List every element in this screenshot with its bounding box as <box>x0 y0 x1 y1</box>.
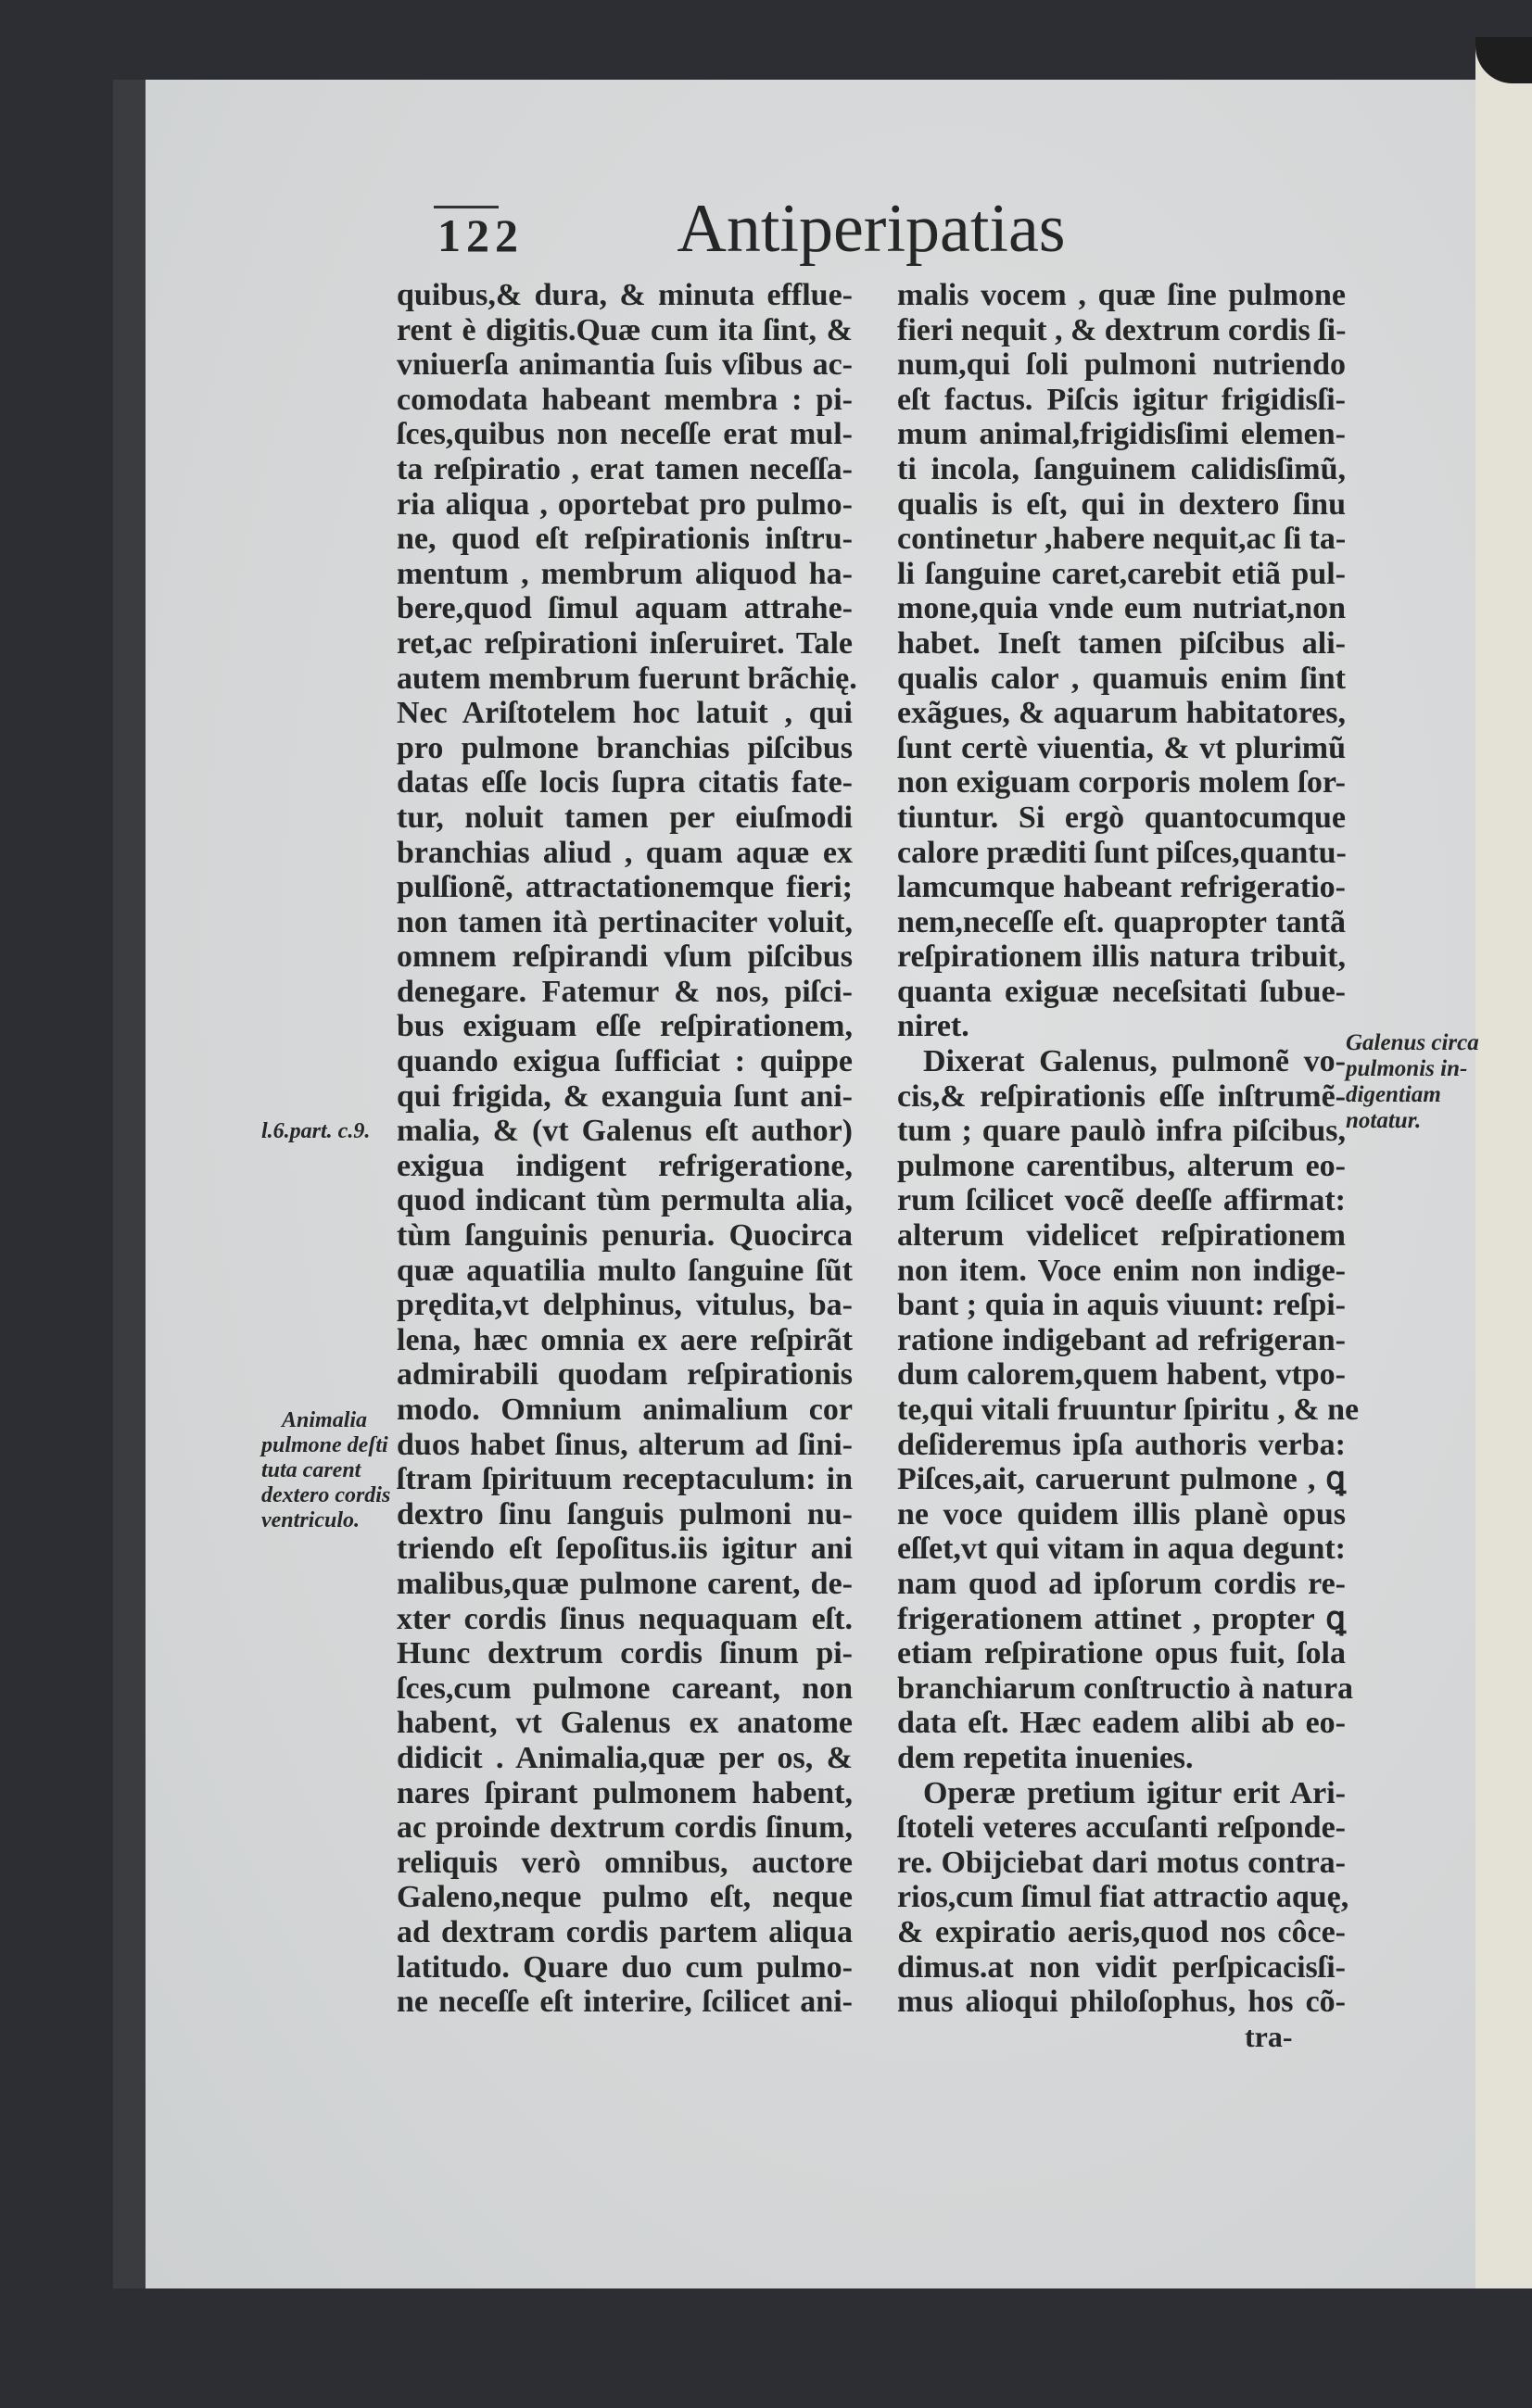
text-line: Nec Ariſtotelem hoc latuit , qui <box>397 696 853 731</box>
text-line: num,qui ſoli pulmoni nutriendo <box>897 347 1346 383</box>
text-line: reliquis verò omnibus, auctore <box>397 1845 853 1880</box>
text-line: mentum , membrum aliquod ha- <box>397 556 853 591</box>
page-number: 122 <box>437 209 524 261</box>
text-line: ret,ac reſpirationi inſeruiret. Tale <box>397 625 853 661</box>
text-line: ne voce quidem illis planè opus <box>897 1496 1346 1532</box>
text-line: tur, noluit tamen per eiuſmodi <box>397 800 853 835</box>
text-line: qualis is eſt, qui in dextero ſinu <box>897 486 1346 522</box>
text-line: lena, hæc omnia ex aere reſpirãt <box>397 1322 853 1357</box>
text-line: rum ſcilicet vocẽ deeſſe affirmat: <box>897 1183 1346 1218</box>
text-line: qui frigida, & exanguia ſunt ani- <box>397 1078 853 1114</box>
text-line: omnem reſpirandi vſum piſcibus <box>397 939 853 975</box>
text-line: eſſet,vt qui vitam in aqua degunt: <box>897 1532 1346 1567</box>
text-line: habent, vt Galenus ex anatome <box>397 1706 853 1741</box>
text-line: eſt factus. Piſcis igitur frigidisſi- <box>897 382 1346 417</box>
text-line: triendo eſt ſepoſitus.iis igitur ani <box>397 1532 853 1567</box>
text-line: calore præditi ſunt piſces,quantu- <box>897 835 1347 870</box>
text-line: continetur ,habere nequit,ac ſi ta- <box>897 522 1347 557</box>
text-line: exãgues, & aquarum habitatores, <box>897 696 1346 731</box>
text-line: deſideremus ipſa authoris verba: <box>897 1427 1346 1462</box>
text-line: duos habet ſinus, alterum ad ſini- <box>397 1427 853 1462</box>
margin-note-line: pulmonis in- <box>1346 1056 1468 1081</box>
text-line: lamcumque habeant refrigeratio- <box>897 870 1346 905</box>
text-line: malibus,quæ pulmone carent, de- <box>397 1566 853 1601</box>
text-line: ratione indigebant ad refrigeran- <box>897 1322 1346 1357</box>
text-line: bus exiguam eſſe reſpirationem, <box>397 1009 853 1044</box>
text-line: ne neceſſe eſt interire, ſcilicet ani- <box>397 1985 853 2020</box>
margin-note-line: ventriculo. <box>261 1508 360 1532</box>
book-corner <box>1475 37 1532 83</box>
margin-note-animalia <box>261 1408 390 1533</box>
text-line: nares ſpirant pulmonem habent, <box>397 1775 853 1810</box>
text-line: dem repetita inuenies. <box>897 1740 1194 1775</box>
catchword: tra- <box>1245 2020 1293 2053</box>
text-line: ta reſpiratio , erat tamen neceſſa- <box>397 451 853 486</box>
text-line: re. Obijciebat dari motus contra- <box>897 1845 1346 1880</box>
text-line: Dixerat Galenus, pulmonẽ vo- <box>923 1044 1346 1079</box>
text-line: fieri nequit , & dextrum cordis ſi- <box>897 312 1347 347</box>
text-line: non exiguam corporis molem ſor- <box>897 765 1346 801</box>
text-line: admirabili quodam reſpirationis <box>397 1357 853 1393</box>
text-line: dum calorem,quem habent, vtpo- <box>897 1357 1346 1393</box>
text-line: ria aliqua , oportebat pro pulmo- <box>397 486 853 522</box>
right-text-column <box>897 278 1360 2020</box>
margin-note-line: Galenus circa <box>1346 1030 1479 1055</box>
text-line: quando exigua ſufficiat : quippe <box>397 1044 853 1079</box>
text-line: ſtram ſpirituum receptaculum: in <box>397 1462 853 1497</box>
text-line: niret. <box>897 1009 969 1044</box>
text-line: li ſanguine caret,carebit etiã pul- <box>897 556 1346 591</box>
text-line: reſpirationem illis natura tribuit, <box>897 939 1346 975</box>
text-line: vniuerſa animantia ſuis vſibus ac- <box>397 347 853 383</box>
text-line: bere,quod ſimul aquam attrahe- <box>397 591 853 626</box>
text-line: rent è digitis.Quæ cum ita ſint, & <box>397 312 853 347</box>
text-line: quibus,& dura, & minuta efflue- <box>397 278 853 312</box>
text-line: prędita,vt delphinus, vitulus, ba- <box>397 1288 853 1323</box>
text-line: qualis calor , quamuis enim ſint <box>897 661 1346 696</box>
text-line: ne, quod eſt reſpirationis inſtru- <box>397 522 853 557</box>
text-line: quanta exiguæ neceſsitati ſubue- <box>897 974 1346 1009</box>
text-line: alterum videlicet reſpirationem <box>897 1218 1346 1254</box>
text-line: non item. Voce enim non indige- <box>897 1253 1346 1288</box>
text-line: & expiratio aeris,quod nos côce- <box>897 1914 1346 1949</box>
text-line: ſces,quibus non neceſſe erat mul- <box>397 417 853 452</box>
text-line: pro pulmone branchias piſcibus <box>397 730 853 765</box>
text-line: tiuntur. Si ergò quantocumque <box>897 800 1346 835</box>
text-line: Operæ pretium igitur erit Ari- <box>923 1775 1346 1810</box>
margin-note-citation <box>261 1119 370 1144</box>
text-line: malis vocem , quæ ſine pulmone <box>897 278 1346 312</box>
text-line: latitudo. Quare duo cum pulmo- <box>397 1949 853 1985</box>
text-line: Piſces,ait, caruerunt pulmone , ꝗ <box>897 1462 1346 1497</box>
text-line: mum animal,frigidisſimi elemen- <box>897 417 1346 452</box>
text-line: dimus.at non vidit perſpicacisſi- <box>897 1949 1346 1985</box>
text-line: mone,quia vnde eum nutriat,non <box>897 591 1346 626</box>
left-text-column <box>397 278 857 2020</box>
text-line: didicit . Animalia,quæ per os, & <box>397 1740 853 1775</box>
text-line: branchiarum conſtructio à natura <box>897 1670 1354 1706</box>
text-line: exigua indigent refrigeratione, <box>397 1148 853 1183</box>
text-line: xter cordis ſinus nequaquam eſt. <box>397 1601 853 1636</box>
text-line: mus alioqui philoſophus, hos cõ- <box>897 1985 1346 2020</box>
text-line: bant ; quia in aquis viuunt: reſpi- <box>897 1288 1346 1323</box>
text-line: ſunt certè viuentia, & vt plurimũ <box>897 730 1346 765</box>
text-line: non tamen ità pertinaciter voluit, <box>397 904 853 939</box>
text-line: cis,& reſpirationis eſſe inſtrumẽ- <box>897 1078 1346 1114</box>
text-line: malia, & (vt Galenus eſt author) <box>397 1114 853 1149</box>
text-line: tùm ſanguinis penuria. Quocirca <box>397 1218 853 1254</box>
book-gutter-shadow <box>113 80 146 2288</box>
margin-note-line: pulmone deſti <box>261 1433 388 1457</box>
text-line: rios,cum ſimul fiat attractio aquę, <box>897 1880 1349 1915</box>
margin-note-line: notatur. <box>1346 1108 1422 1133</box>
text-line: modo. Omnium animalium cor <box>397 1393 853 1427</box>
text-line: ac proinde dextrum cordis ſinum, <box>397 1810 853 1846</box>
text-line: ſtoteli veteres accuſanti reſponde- <box>897 1810 1346 1846</box>
text-line: tum ; quare paulò infra piſcibus, <box>897 1114 1346 1149</box>
text-line: nam quod ad ipſorum cordis re- <box>897 1566 1346 1601</box>
text-line: pulmone carentibus, alterum eo- <box>897 1148 1346 1183</box>
text-line: te,qui vitali fruuntur ſpiritu , & ne <box>897 1393 1360 1427</box>
text-line: ti incola, ſanguinem calidisſimũ, <box>897 451 1346 486</box>
text-line: dextro ſinu ſanguis pulmoni nu- <box>397 1496 853 1532</box>
margin-note-line: l.6.part. c.9. <box>261 1119 371 1143</box>
text-line: data eſt. Hæc eadem alibi ab eo- <box>897 1706 1346 1741</box>
text-line: frigerationem attinet , propter ꝗ <box>897 1601 1346 1636</box>
text-line: pulſionẽ, attractationemque fieri; <box>397 870 853 905</box>
margin-note-line: digentiam <box>1346 1082 1441 1107</box>
text-line: quod indicant tùm permulta alia, <box>397 1183 853 1218</box>
margin-note-line: Animalia <box>282 1408 368 1432</box>
text-line: Hunc dextrum cordis ſinum pi- <box>397 1636 853 1671</box>
text-line: datas eſſe locis ſupra citatis fate- <box>397 765 853 801</box>
margin-note-line: tuta carent <box>261 1458 361 1482</box>
text-line: quæ aquatilia multo ſanguine ſũt <box>397 1253 853 1288</box>
running-title: Antiperipatias <box>677 191 1066 267</box>
text-line: comodata habeant membra : pi- <box>397 382 853 417</box>
text-line: Galeno,neque pulmo eſt, neque <box>397 1880 853 1915</box>
adjacent-page-edge <box>1475 37 1532 2288</box>
text-line: ſces,cum pulmone careant, non <box>397 1670 853 1706</box>
text-line: ad dextram cordis partem aliqua <box>397 1914 853 1949</box>
text-line: habet. Ineſt tamen piſcibus ali- <box>897 625 1346 661</box>
text-line: nem,neceſſe eſt. quapropter tantã <box>897 904 1346 939</box>
text-line: denegare. Fatemur & nos, piſci- <box>397 974 853 1009</box>
text-line: branchias aliud , quam aquæ ex <box>397 835 853 870</box>
text-line: etiam reſpiratione opus fuit, ſola <box>897 1636 1346 1671</box>
text-line: autem membrum fuerunt brãchię. <box>397 661 857 696</box>
margin-note-galenus <box>1346 1030 1479 1134</box>
margin-note-line: dextero cordis <box>261 1483 391 1507</box>
